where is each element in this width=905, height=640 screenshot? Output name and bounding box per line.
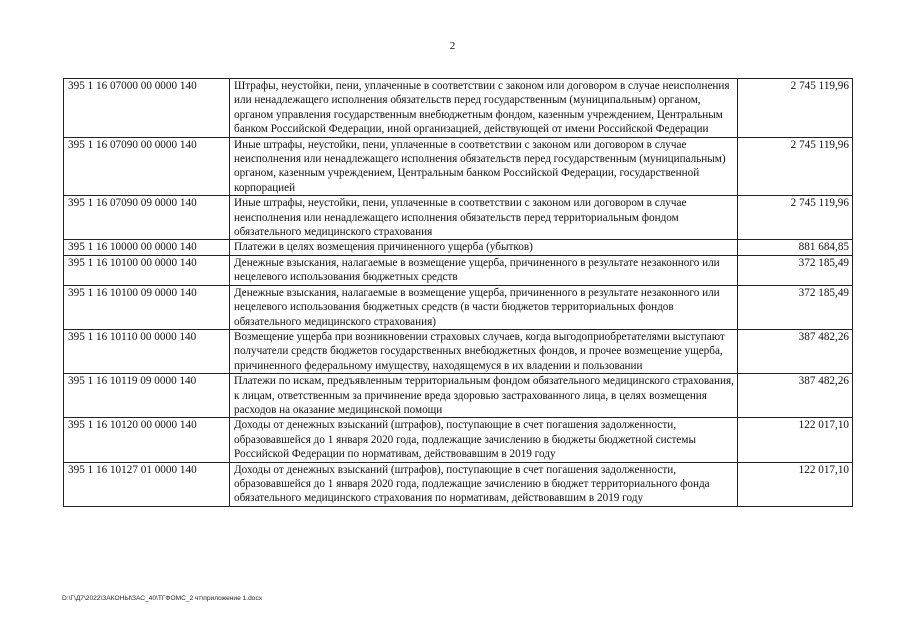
page-number: 2 xyxy=(449,40,456,52)
table-row xyxy=(64,285,853,329)
revenue-name-cell: Штрафы, неустойки, пени, уплаченные в соответствии с законом или договором в случае неисполнения или ненадлежащего исполнения обязательств перед государственным (муниципальным) органом, органом управления государственным внебюджетным фондом, казенным учреждением, Центральным банком Российской Федерации, иной организацией, действующей от имени Российской Федерации xyxy=(230,79,738,138)
revenue-name-cell: Возмещение ущерба при возникновении страховых случаев, когда выгодоприобретателями выступают получатели средств бюджетов государственных внебюджетных фондов, и прочее возмещение ущерба, причиненного федеральному имуществу, находящемуся в их владении и пользовании xyxy=(230,329,738,373)
amount-cell: 881 684,85 xyxy=(738,240,853,255)
table-row xyxy=(64,418,853,462)
amount-cell: 2 745 119,96 xyxy=(738,79,853,138)
budget-code-cell: 395 1 16 10100 00 0000 140 xyxy=(64,255,230,285)
amount-cell: 372 185,49 xyxy=(738,255,853,285)
revenue-name-cell: Платежи по искам, предъявленным территориальным фондом обязательного медицинского страхования, к лицам, ответственным за причинение вреда здоровью застрахованного лица, в целях возмещения расходов на оказание медицинской помощи xyxy=(230,374,738,418)
table-row xyxy=(64,329,853,373)
budget-code-cell: 395 1 16 10000 00 0000 140 xyxy=(64,240,230,255)
budget-code-cell: 395 1 16 07000 00 0000 140 xyxy=(64,79,230,138)
amount-cell: 122 017,10 xyxy=(738,418,853,462)
revenue-name-cell: Денежные взыскания, налагаемые в возмещение ущерба, причиненного в результате незаконного или нецелевого использования бюджетных средств (в части бюджетов территориальных фондов обязательного медицинского страхования) xyxy=(230,285,738,329)
budget-code-cell: 395 1 16 07090 09 0000 140 xyxy=(64,196,230,240)
footer-file-path: D:\Г\Д7\2022\ЗАКОНЫ\ЗАС_40\ТГФОМС_2 чт\приложение 1.docx xyxy=(62,595,263,602)
revenue-table xyxy=(63,78,853,507)
amount-cell: 2 745 119,96 xyxy=(738,137,853,196)
revenue-name-cell: Иные штрафы, неустойки, пени, уплаченные в соответствии с законом или договором в случае неисполнения или ненадлежащего исполнения обязательств перед территориальным фондом обязательного медицинского страхования xyxy=(230,196,738,240)
amount-cell: 122 017,10 xyxy=(738,462,853,506)
budget-code-cell: 395 1 16 10119 09 0000 140 xyxy=(64,374,230,418)
revenue-name-cell: Денежные взыскания, налагаемые в возмещение ущерба, причиненного в результате незаконного или нецелевого использования бюджетных средств xyxy=(230,255,738,285)
amount-cell: 387 482,26 xyxy=(738,374,853,418)
budget-code-cell: 395 1 16 10100 09 0000 140 xyxy=(64,285,230,329)
budget-code-cell: 395 1 16 10110 00 0000 140 xyxy=(64,329,230,373)
revenue-name-cell: Доходы от денежных взысканий (штрафов), поступающие в счет погашения задолженности, образовавшейся до 1 января 2020 года, подлежащие зачислению в бюджеты бюджетной системы Российской Федерации по нормативам, действовавшим в 2019 году xyxy=(230,418,738,462)
table-row xyxy=(64,196,853,240)
table-row xyxy=(64,79,853,138)
revenue-name-cell: Платежи в целях возмещения причиненного ущерба (убытков) xyxy=(230,240,738,255)
table-row xyxy=(64,137,853,196)
revenue-name-cell: Доходы от денежных взысканий (штрафов), поступающие в счет погашения задолженности, образовавшейся до 1 января 2020 года, подлежащие зачислению в бюджет территориального фонда обязательного медицинского страхования по нормативам, действовавшим в 2019 году xyxy=(230,462,738,506)
amount-cell: 372 185,49 xyxy=(738,285,853,329)
amount-cell: 387 482,26 xyxy=(738,329,853,373)
budget-code-cell: 395 1 16 10120 00 0000 140 xyxy=(64,418,230,462)
revenue-name-cell: Иные штрафы, неустойки, пени, уплаченные в соответствии с законом или договором в случае неисполнения или ненадлежащего исполнения обязательств перед государственным (муниципальным) органом, казенным учреждением, Центральным банком Российской Федерации, государственной корпорацией xyxy=(230,137,738,196)
table-row xyxy=(64,462,853,506)
table-row xyxy=(64,255,853,285)
table-row xyxy=(64,240,853,255)
budget-code-cell: 395 1 16 10127 01 0000 140 xyxy=(64,462,230,506)
table-row xyxy=(64,374,853,418)
amount-cell: 2 745 119,96 xyxy=(738,196,853,240)
budget-code-cell: 395 1 16 07090 00 0000 140 xyxy=(64,137,230,196)
